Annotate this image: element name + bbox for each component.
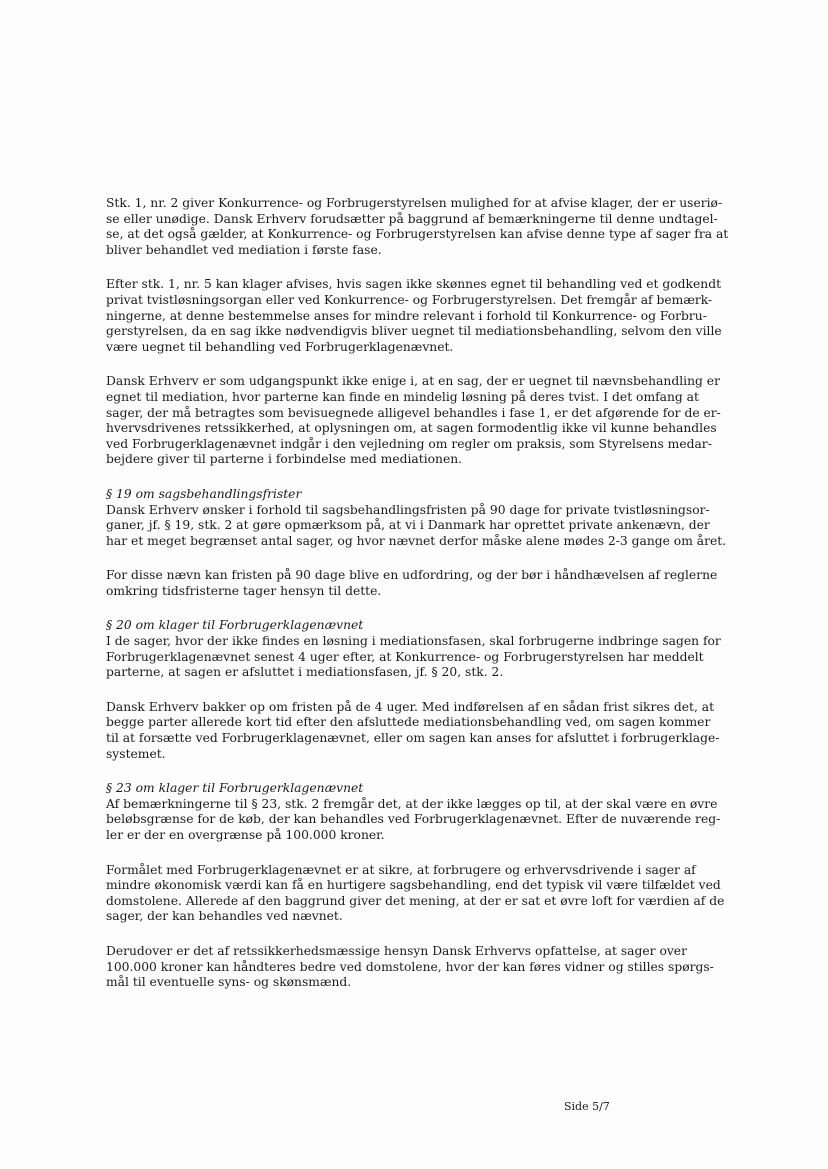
text-line: ganer, jf. § 19, stk. 2 at gøre opmærksom på, at vi i Danmark har oprettet private ankenævn, der [106,518,710,533]
text-line: Dansk Erhverv er som udgangspunkt ikke enige i, at en sag, der er uegnet til nævnsbehandling er [106,374,720,389]
text-line: Formålet med Forbrugerklagenævnet er at sikre, at forbrugere og erhvervsdrivende i sager af [106,862,696,877]
paragraph-stk1-nr5 [106,277,722,355]
text-line: domstolene. Allerede af den baggrund giver det mening, at der er sat et øvre loft for værdien af de [106,893,725,908]
text-line: gerstyrelsen, da en sag ikke nødvendigvis bliver uegnet til mediationsbehandling, selvom den ville [106,324,722,339]
text-line: sager, der må betragtes som bevisuegnede alligevel behandles i fase 1, er det afgørende for de er- [106,405,721,420]
text-line: egnet til mediation, hvor parterne kan finde en mindelig løsning på deres tvist. I det omfang at [106,389,699,404]
paragraph-section-19-after [106,568,718,599]
paragraph-mediation-position [106,374,721,468]
text-line: Forbrugerklagenævnet senest 4 uger efter, at Konkurrence- og Forbrugerstyrelsen har meddelt [106,649,704,664]
paragraph-section-23 [106,796,721,844]
text-line: mål til eventuelle syns- og skønsmænd. [106,975,352,990]
text-line: ningerne, at denne bestemmelse anses for mindre relevant i forhold til Konkurrence- og Forbru- [106,308,707,323]
section-heading: § 20 om klager til Forbrugerklagenævnet [106,618,364,633]
section-23 [106,781,721,843]
paragraph-section-23-legal-certainty [106,944,718,991]
section-20 [106,618,721,680]
text-line: beløbsgrænse for de køb, der kan behandles ved Forbrugerklagenævnet. Efter de nuværende reg- [106,812,721,827]
page-number: Side 5/7 [564,1100,610,1113]
text-line: Af bemærkningerne til § 23, stk. 2 fremgår det, at der ikke lægges op til, at der skal være en øvre [106,796,718,811]
text-line: For disse nævn kan fristen på 90 dage blive en udfordring, og der bør i håndhævelsen af reglerne [106,568,718,583]
paragraph-stk1-nr2 [106,196,729,258]
text-line: parterne, at sagen er afsluttet i mediationsfasen, jf. § 20, stk. 2. [106,665,504,680]
text-line: privat tvistløsningsorgan eller ved Konkurrence- og Forbrugerstyrelsen. Det fremgår af bemærk- [106,292,713,307]
text-line: Derudover er det af retssikkerhedsmæssige hensyn Dansk Erhvervs opfattelse, at sager over [106,943,687,958]
document-body [106,196,729,1010]
text-line: har et meget begrænset antal sager, og hvor nævnet derfor måske alene mødes 2-3 gange om året. [106,533,727,548]
text-line: I de sager, hvor der ikke findes en løsning i mediationsfasen, skal forbrugerne indbringe sagen for [106,634,721,649]
section-heading: § 23 om klager til Forbrugerklagenævnet [106,781,364,796]
paragraph-section-19 [106,502,727,550]
text-line: ler er der en overgrænse på 100.000 kroner. [106,828,385,842]
paragraph-section-20-after [106,700,718,762]
text-line: begge parter allerede kort tid efter den afsluttede mediationsbehandling ved, om sagen kommer [106,715,711,730]
text-line: bliver behandlet ved mediation i første fase. [106,242,382,257]
paragraph-section-20 [106,634,721,681]
text-line: sager, der kan behandles ved nævnet. [106,909,343,924]
text-line: ved Forbrugerklagenævnet indgår i den vejledning om regler om praksis, som Styrelsens medar- [106,436,712,451]
text-line: se eller unødige. Dansk Erhverv forudsætter på baggrund af bemærkningerne til denne undtagel- [106,211,718,226]
section-heading: § 19 om sagsbehandlingsfrister [106,486,302,501]
section-19 [106,486,727,549]
text-line: systemet. [106,746,166,761]
text-line: se, at det også gælder, at Konkurrence- og Forbrugerstyrelsen kan afvise denne type af sager fra at [106,227,729,242]
text-line: være uegnet til behandling ved Forbrugerklagenævnet. [106,339,454,354]
text-line: hvervsdrivenes retssikkerhed, at oplysningen om, at sagen formodentlig ikke vil kunne behandles [106,421,717,436]
text-line: Dansk Erhverv bakker op om fristen på de 4 uger. Med indførelsen af en sådan frist sikres det, at [106,699,715,714]
text-line: 100.000 kroner kan håndteres bedre ved domstolene, hvor der kan føres vidner og stilles spørgs- [106,959,714,974]
text-line: Stk. 1, nr. 2 giver Konkurrence- og Forbrugerstyrelsen mulighed for at afvise klager, der er useriø- [106,196,723,210]
text-line: Dansk Erhverv ønsker i forhold til sagsbehandlingsfristen på 90 dage for private tvistløsningsor- [106,502,710,517]
paragraph-section-23-purpose [106,862,725,925]
text-line: omkring tidsfristerne tager hensyn til dette. [106,583,382,598]
text-line: Efter stk. 1, nr. 5 kan klager afvises, hvis sagen ikke skønnes egnet til behandling ved et godkendt [106,277,722,292]
text-line: mindre økonomisk værdi kan få en hurtigere sagsbehandling, end det typisk vil være tilfældet ved [106,878,721,893]
text-line: til at forsætte ved Forbrugerklagenævnet, eller om sagen kan anses for afsluttet i forbrugerklage- [106,731,720,746]
text-line: bejdere giver til parterne i forbindelse med mediationen. [106,452,463,467]
